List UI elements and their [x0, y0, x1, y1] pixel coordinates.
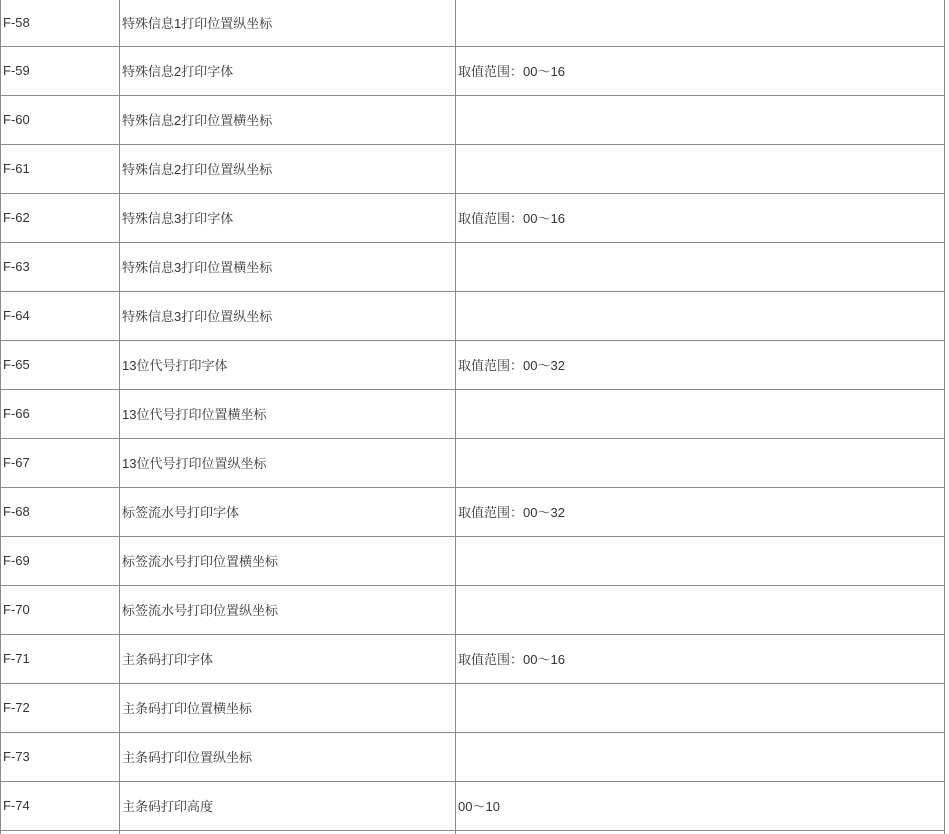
- param-range-cell: [456, 95, 945, 144]
- param-desc-cell: [120, 830, 456, 834]
- param-code-cell: F-67: [1, 438, 120, 487]
- table-row: [1, 95, 945, 144]
- param-range-cell: [456, 144, 945, 193]
- param-desc-cell: 13位代号打印位置横坐标: [120, 389, 456, 438]
- table-row: [1, 193, 945, 242]
- param-code-cell: F-74: [1, 781, 120, 830]
- param-range-cell: 取值范围：00～16: [456, 193, 945, 242]
- param-range-cell: [456, 389, 945, 438]
- param-desc-cell: 标签流水号打印位置纵坐标: [120, 585, 456, 634]
- param-code-cell: F-63: [1, 242, 120, 291]
- param-range-cell: [456, 291, 945, 340]
- param-code-cell: F-72: [1, 683, 120, 732]
- table-row: [1, 781, 945, 830]
- table-row: [1, 585, 945, 634]
- param-code-cell: F-70: [1, 585, 120, 634]
- param-code-cell: F-58: [1, 0, 120, 46]
- param-code-cell: F-65: [1, 340, 120, 389]
- table-row: [1, 340, 945, 389]
- param-desc-cell: 特殊信息3打印位置纵坐标: [120, 291, 456, 340]
- param-range-cell: [456, 732, 945, 781]
- param-range-cell: 00～10: [456, 781, 945, 830]
- param-range-cell: 取值范围：00～32: [456, 340, 945, 389]
- param-range-cell: [456, 683, 945, 732]
- param-range-cell: [456, 830, 945, 834]
- table-row: [1, 683, 945, 732]
- table-row: [1, 487, 945, 536]
- param-desc-cell: 特殊信息2打印位置纵坐标: [120, 144, 456, 193]
- param-range-cell: [456, 438, 945, 487]
- table-row: [1, 0, 945, 46]
- param-code-cell: F-68: [1, 487, 120, 536]
- table-row: [1, 536, 945, 585]
- param-code-cell: F-64: [1, 291, 120, 340]
- table-row: [1, 242, 945, 291]
- table-row: [1, 732, 945, 781]
- param-code-cell: F-69: [1, 536, 120, 585]
- param-code-cell: F-62: [1, 193, 120, 242]
- param-desc-cell: 特殊信息3打印位置横坐标: [120, 242, 456, 291]
- param-code-cell: F-73: [1, 732, 120, 781]
- param-desc-cell: 13位代号打印位置纵坐标: [120, 438, 456, 487]
- param-desc-cell: 主条码打印字体: [120, 634, 456, 683]
- param-code-cell: F-71: [1, 634, 120, 683]
- param-range-cell: [456, 242, 945, 291]
- param-code-cell: F-59: [1, 46, 120, 95]
- param-desc-cell: 特殊信息1打印位置纵坐标: [120, 0, 456, 46]
- parameter-table-body: [1, 0, 945, 834]
- table-row: [1, 46, 945, 95]
- param-desc-cell: 标签流水号打印位置横坐标: [120, 536, 456, 585]
- table-row: [1, 291, 945, 340]
- param-desc-cell: 主条码打印位置纵坐标: [120, 732, 456, 781]
- param-code-cell: [1, 830, 120, 834]
- table-row: [1, 438, 945, 487]
- param-desc-cell: 主条码打印高度: [120, 781, 456, 830]
- table-row: [1, 389, 945, 438]
- param-desc-cell: 特殊信息2打印字体: [120, 46, 456, 95]
- param-desc-cell: 标签流水号打印字体: [120, 487, 456, 536]
- param-range-cell: [456, 536, 945, 585]
- param-range-cell: 取值范围：00～16: [456, 46, 945, 95]
- table-row: [1, 634, 945, 683]
- param-desc-cell: 特殊信息2打印位置横坐标: [120, 95, 456, 144]
- param-range-cell: 取值范围：00～32: [456, 487, 945, 536]
- param-range-cell: [456, 585, 945, 634]
- param-desc-cell: 特殊信息3打印字体: [120, 193, 456, 242]
- param-code-cell: F-60: [1, 95, 120, 144]
- param-code-cell: F-61: [1, 144, 120, 193]
- table-row: [1, 144, 945, 193]
- param-desc-cell: 主条码打印位置横坐标: [120, 683, 456, 732]
- param-range-cell: [456, 0, 945, 46]
- table-row: [1, 830, 945, 834]
- param-range-cell: 取值范围：00～16: [456, 634, 945, 683]
- param-desc-cell: 13位代号打印字体: [120, 340, 456, 389]
- param-code-cell: F-66: [1, 389, 120, 438]
